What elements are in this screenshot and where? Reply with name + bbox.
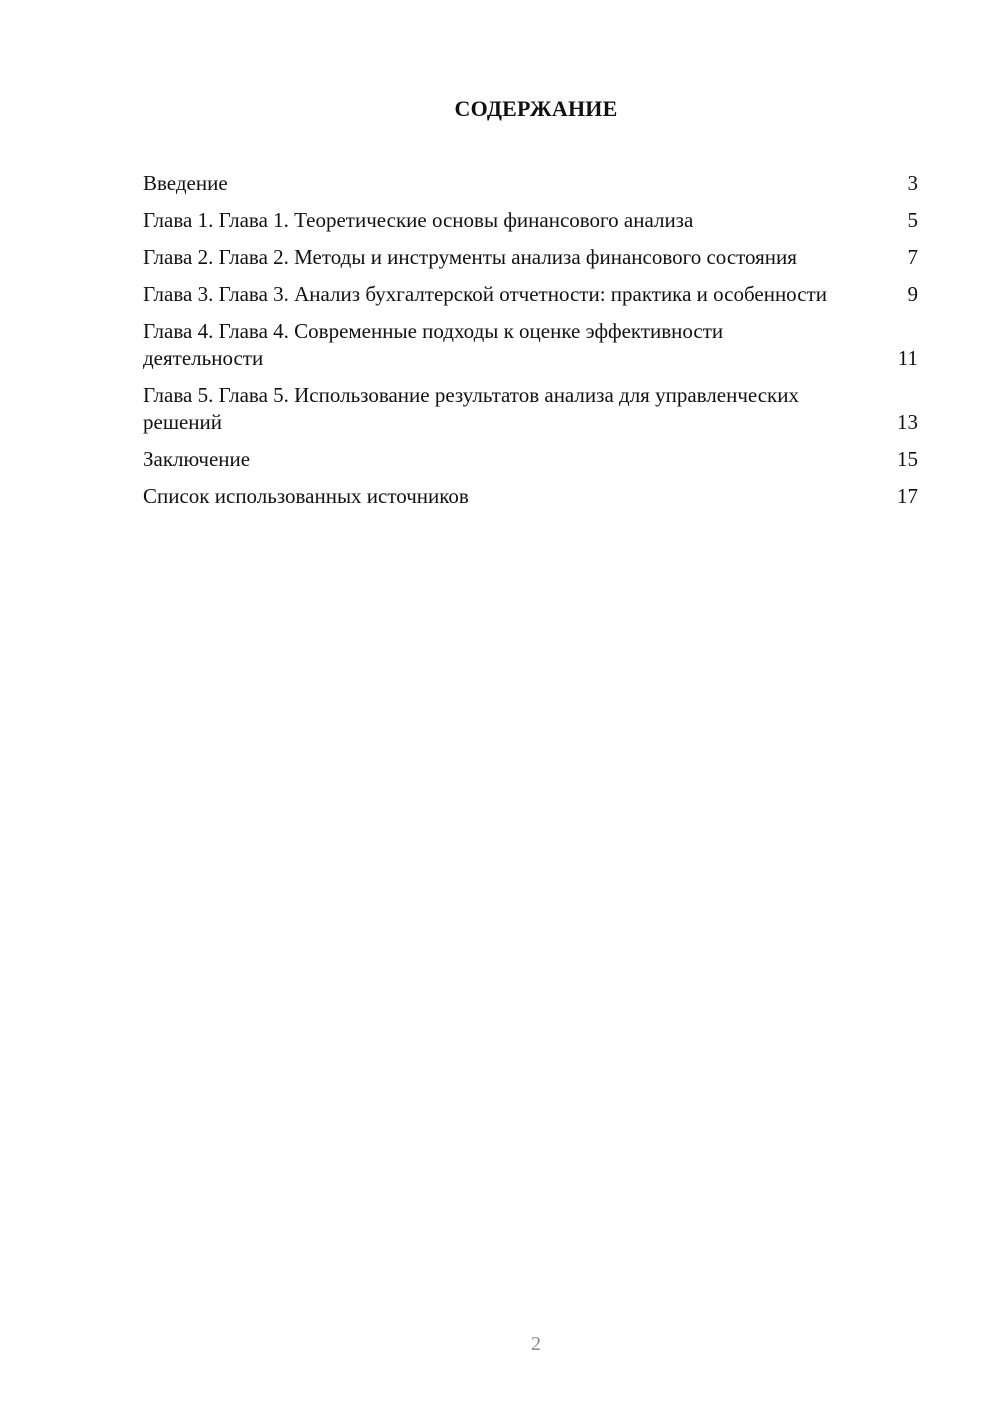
toc-entry-page: 3 [907, 171, 918, 195]
toc-entry-chapter-2 [143, 244, 918, 271]
page-number: 2 [531, 1333, 541, 1355]
toc-entry-text: Глава 2. Глава 2. Методы и инструменты анализа финансового состояния [143, 245, 797, 269]
toc-entry-text: Заключение [143, 447, 251, 471]
toc-entry-text: Глава 1. Глава 1. Теоретические основы финансового анализа [143, 208, 694, 232]
toc-entry-text: Глава 5. Глава 5. Использование результатов анализа для управленческих решений [143, 383, 799, 434]
toc-entry-text: Глава 4. Глава 4. Современные подходы к оценке эффективности деятельности [143, 319, 724, 370]
table-of-contents [143, 170, 918, 520]
toc-entry-page: 17 [897, 484, 918, 508]
toc-entry-page: 5 [907, 208, 918, 232]
toc-entry-page: 9 [907, 282, 918, 306]
page-title: СОДЕРЖАНИЕ [454, 96, 618, 121]
toc-entry-text: Глава 3. Глава 3. Анализ бухгалтерской отчетности: практика и особенности [143, 282, 827, 306]
toc-entry-page: 13 [897, 410, 918, 434]
toc-entry-references [143, 483, 918, 510]
toc-entry-text: Введение [143, 171, 228, 195]
toc-entry-conclusion [143, 446, 918, 473]
toc-entry-page: 15 [897, 447, 918, 471]
toc-entry-chapter-1 [143, 207, 918, 234]
toc-entry-chapter-3 [143, 281, 918, 308]
toc-entry-page: 7 [907, 245, 918, 269]
toc-entry-chapter-4 [143, 318, 918, 372]
toc-entry-page: 11 [897, 346, 918, 370]
toc-entry-chapter-5 [143, 382, 918, 436]
toc-entry-introduction [143, 170, 918, 197]
toc-entry-text: Список использованных источников [143, 484, 469, 508]
